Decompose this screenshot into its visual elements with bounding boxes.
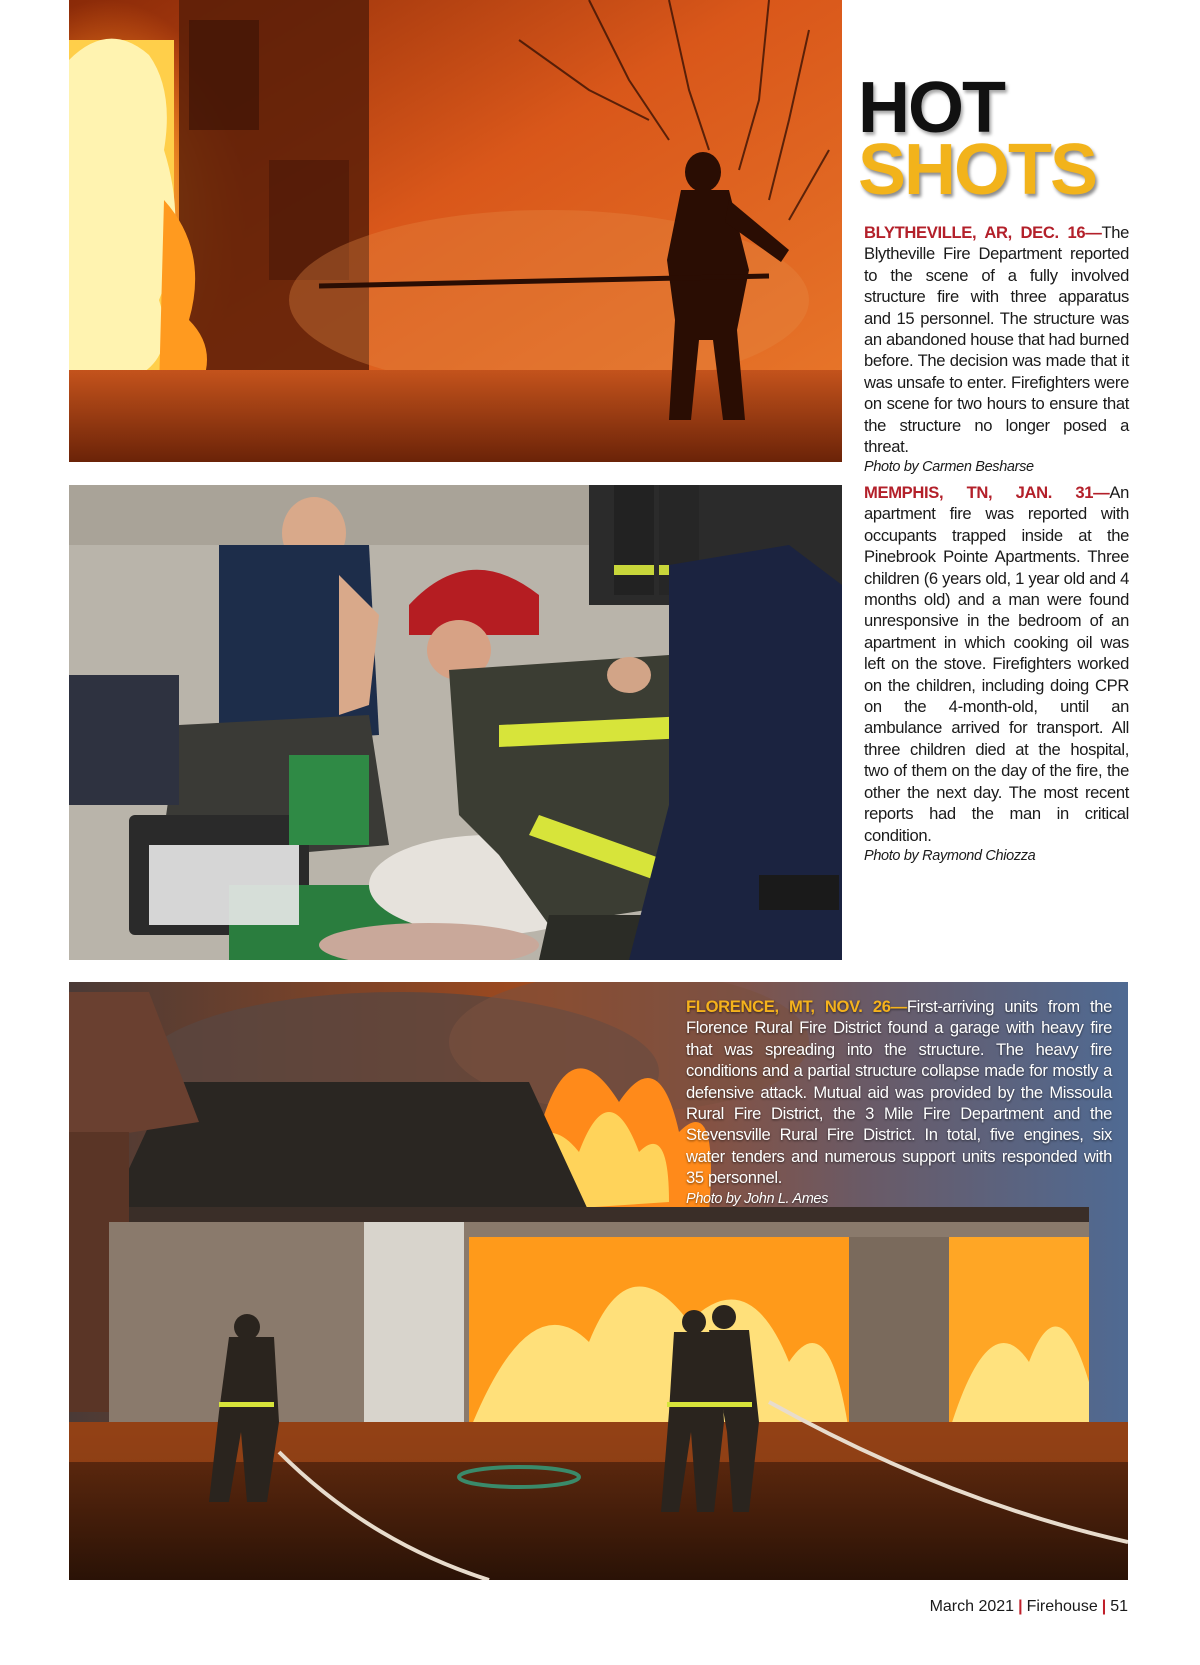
headline-hot: HOT xyxy=(858,68,1004,148)
photo-memphis-rescue xyxy=(69,485,842,960)
photo-credit: Photo by Raymond Chiozza xyxy=(864,847,1036,864)
photo-blytheville-fire xyxy=(69,0,842,462)
photo-credit: Photo by Carmen Besharse xyxy=(864,459,1034,476)
page-folio xyxy=(930,1598,1128,1616)
photo-credit: Photo by John L. Ames xyxy=(686,1190,829,1207)
caption-florence xyxy=(686,996,1112,1210)
caption-blytheville xyxy=(864,222,1129,478)
dateline: BLYTHEVILLE, AR, DEC. 16— xyxy=(864,223,1102,242)
caption-body: An apartment fire was reported with occupants trapped inside at the Pinebrook Pointe Apartments. Three children (6 years old, 1 year old and 4 months old) and a man were found unresponsive in the bedroom of an apartment in which cooking oil was left on the stove. Firefighters worked on the children, including doing CPR on the 4-month-old, until an ambulance arrived for transport. All three children died at the hospital, two of them on the day of the fire, the other the next day. The most recent reports had the man in critical condition. xyxy=(864,483,1129,845)
page-headline xyxy=(858,68,1097,210)
folio-separator: | xyxy=(1018,1598,1023,1615)
folio-date: March 2021 xyxy=(929,1598,1015,1615)
folio-publication: Firehouse xyxy=(1026,1598,1098,1615)
headline-shots: SHOTS xyxy=(858,129,1097,210)
folio-separator: | xyxy=(1101,1598,1107,1615)
caption-body: First-arriving units from the Florence Rural Fire District found a garage with heavy fire that was spreading into the structure. The heavy fire conditions and a partial structure collapse made for mostly a defensive attack. Mutual aid was provided by the Missoula Rural Fire District, the 3 Mile Fire Department and the Stevensville Rural Fire District. In total, five engines, six water tenders and numerous support units responded with 35 personnel. xyxy=(686,997,1112,1188)
caption-body: The Blytheville Fire Department reported to the scene of a fully involved structure fire with three apparatus and 15 personnel. The structure was an abandoned house that had burned before. The decision was made that it was unsafe to enter. Firefighters were on scene for two hours to ensure that the structure no longer posed a threat. xyxy=(864,223,1129,457)
caption-memphis xyxy=(864,482,1129,867)
folio-page-number: 51 xyxy=(1110,1598,1128,1615)
dateline: MEMPHIS, TN, JAN. 31— xyxy=(864,483,1110,502)
dateline: FLORENCE, MT, NOV. 26— xyxy=(686,997,907,1016)
